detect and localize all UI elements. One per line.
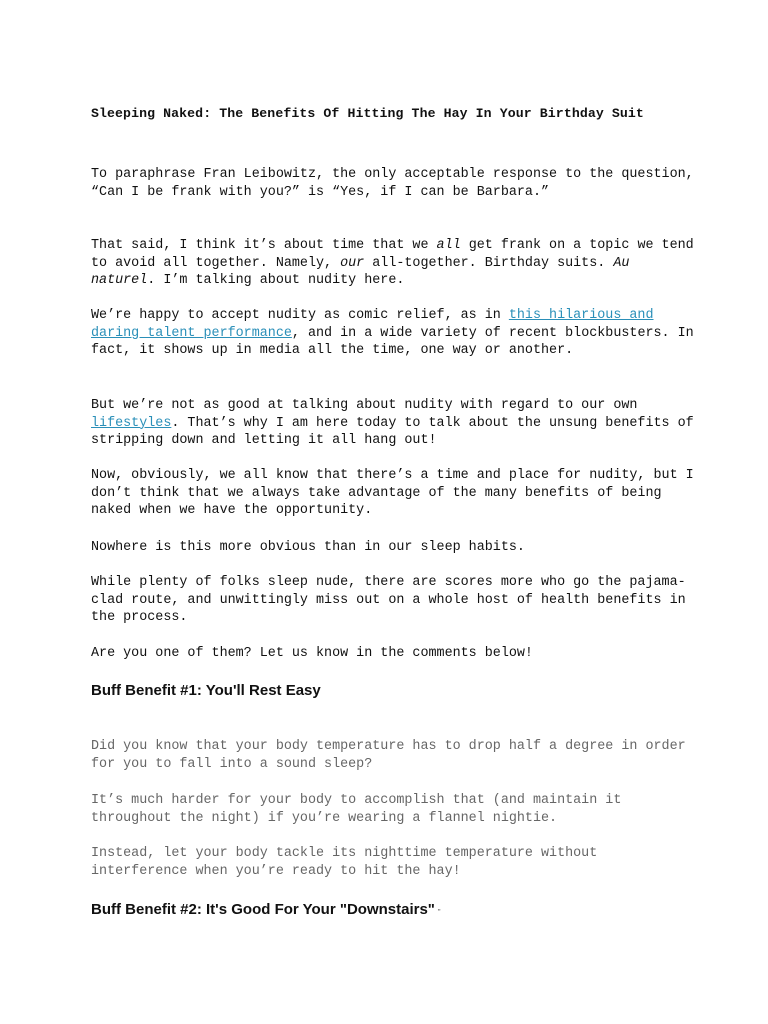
paragraph-hit-the-hay: Instead, let your body tackle its nighttime temperature without interference when you’re ready to hit the hay! <box>91 846 598 879</box>
paragraph-comic-relief: We’re happy to accept nudity as comic relief, as in this hilarious and daring talent performance, and in a wide variety of recent blockbusters. In fact, it shows up in media all the time, one way or another. <box>91 308 694 359</box>
paragraph-comments: Are you one of them? Let us know in the comments below! <box>91 646 533 661</box>
paragraph-sleep-habits: Nowhere is this more obvious than in our sleep habits. <box>91 540 525 555</box>
emphasis-all: all <box>436 238 461 253</box>
heading-mark: " <box>437 909 441 916</box>
section-heading-rest-easy: Buff Benefit #1: You'll Rest Easy <box>91 682 321 699</box>
article-title: Sleeping Naked: The Benefits Of Hitting The Hay In Your Birthday Suit <box>91 106 644 121</box>
paragraph-flannel-nightie: It’s much harder for your body to accomplish that (and maintain it throughout the night) if you’re wearing a flannel nightie. <box>91 793 622 826</box>
emphasis-our: our <box>340 255 365 271</box>
paragraph-intro: To paraphrase Fran Leibowitz, the only acceptable response to the question, “Can I be frank with you?” is “Yes, if I can be Barbara.” <box>91 167 694 200</box>
paragraph-body-temperature: Did you know that your body temperature has to drop half a degree in order for you to fall into a sound sleep? <box>91 739 686 772</box>
paragraph-time-and-place: Now, obviously, we all know that there’s a time and place for nudity, but I don’t think that we always take advantage of the many benefits of being naked when we have the opportunity. <box>91 468 694 519</box>
paragraph-pajama: While plenty of folks sleep nude, there are scores more who go the pajama-clad route, and unwittingly miss out on a whole host of health benefits in the process. <box>91 575 686 626</box>
lifestyles-link[interactable]: lifestyles <box>91 415 172 431</box>
paragraph-frank: That said, I think it’s about time that we all get frank on a topic we tend to avoid all together. Namely, our all-together. Birthday suits. Au naturel. I’m talking about nudity here. <box>91 238 694 289</box>
emphasis-au-naturel: Au naturel <box>91 255 630 289</box>
section-heading-downstairs: Buff Benefit #2: It's Good For Your "Downstairs" " <box>91 901 441 918</box>
paragraph-lifestyles: But we’re not as good at talking about nudity with regard to our own lifestyles. That’s why I am here today to talk about the unsung benefits of stripping down and letting it all hang out! <box>91 398 694 449</box>
talent-performance-link[interactable]: this hilarious and daring talent performance <box>91 308 654 341</box>
